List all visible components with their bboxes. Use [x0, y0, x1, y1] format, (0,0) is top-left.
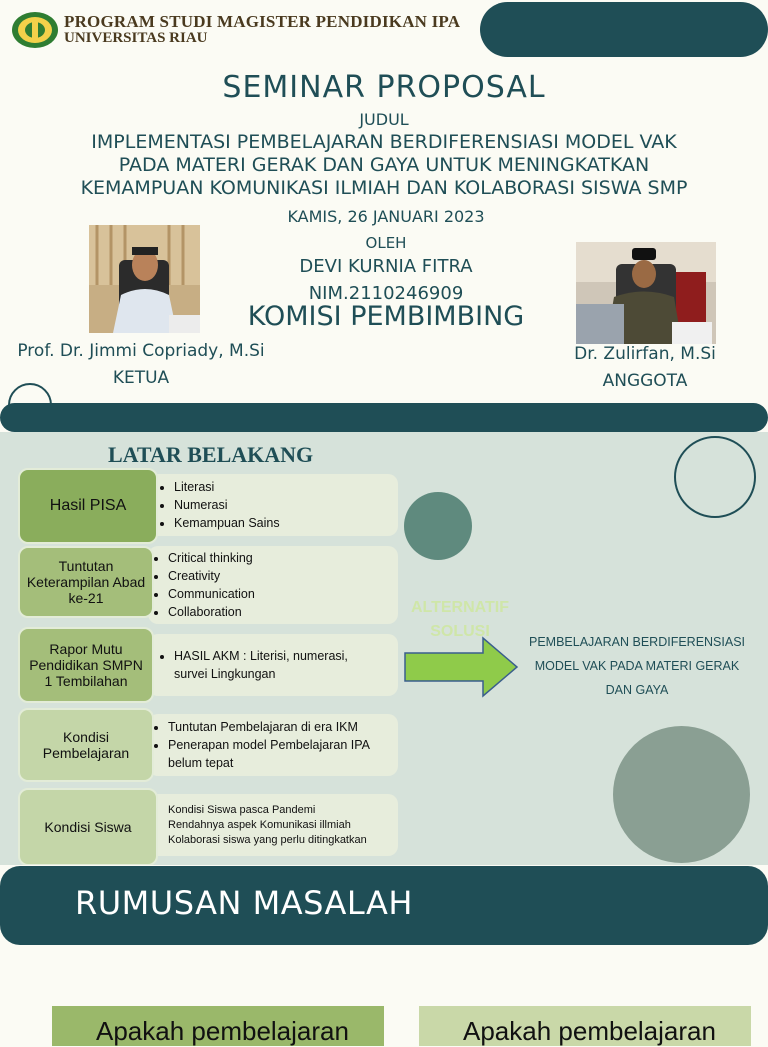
institution-line-1: PROGRAM STUDI MAGISTER PENDIDIKAN IPA — [64, 12, 461, 31]
row-items-box — [148, 714, 398, 776]
institution-line-2: UNIVERSITAS RIAU — [64, 30, 208, 46]
judul-line: PADA MATERI GERAK DAN GAYA UNTUK MENINGKATKAN — [118, 154, 650, 176]
row-items-box — [148, 794, 398, 856]
anggota-photo — [576, 242, 716, 344]
list-item: • Critical thinking — [168, 549, 255, 567]
ketua-name: Prof. Dr. Jimmi Copriady, M.Si — [17, 341, 265, 361]
top-banner-shape — [480, 2, 768, 57]
judul-line: KEMAMPUAN KOMUNIKASI ILMIAH DAN KOLABORASI SISWA SMP — [80, 177, 688, 199]
row-items-box — [148, 634, 398, 696]
list-item: • Penerapan model Pembelajaran IPA belum tepat — [168, 736, 398, 772]
list-item: • Kemampuan Sains — [174, 514, 280, 532]
row-label-box: Kondisi Pembelajaran — [18, 708, 154, 782]
rumusan-title: RUMUSAN MASALAH — [75, 884, 413, 922]
judul-text — [0, 131, 768, 200]
list-item: • Communication — [168, 585, 255, 603]
list-item: • Creativity — [168, 567, 255, 585]
right-arrow-icon — [403, 636, 519, 698]
list-item: • Literasi — [174, 478, 280, 496]
question-text: Apakah pembelajaran — [463, 1016, 716, 1046]
decorative-circle — [404, 492, 472, 560]
row-items-box — [148, 474, 398, 536]
komisi-title: KOMISI PEMBIMBING — [247, 301, 525, 332]
seminar-title: SEMINAR PROPOSAL — [222, 70, 546, 105]
question-box — [52, 1006, 384, 1046]
list-item: • Collaboration — [168, 603, 255, 621]
row-label-box: Kondisi Siswa — [18, 788, 158, 866]
student-nim: NIM.2110246909 — [308, 283, 464, 304]
slide-rumusan-masalah — [0, 865, 768, 1046]
university-logo-icon — [10, 10, 60, 50]
question-text: Apakah pembelajaran — [96, 1016, 349, 1046]
row-items-box — [148, 546, 398, 624]
list-item: • Kolaborasi siswa yang perlu ditingkatkan — [168, 833, 367, 848]
decorative-circle — [613, 726, 750, 863]
anggota-name: Dr. Zulirfan, M.Si — [574, 344, 716, 364]
list-item: • Kondisi Siswa pasca Pandemi — [168, 803, 367, 818]
slide-seminar-proposal — [0, 0, 768, 432]
row-label-box: Rapor Mutu Pendidikan SMPN 1 Tembilahan — [18, 627, 154, 703]
judul-label: JUDUL — [359, 110, 409, 129]
row-label-box: Hasil PISA — [18, 468, 158, 544]
latar-belakang-title: LATAR BELAKANG — [108, 442, 314, 467]
student-name: DEVI KURNIA FITRA — [299, 256, 473, 277]
row-label-box: Tuntutan Keterampilan Abad ke-21 — [18, 546, 154, 618]
bottom-banner-shape — [0, 403, 768, 432]
decorative-ring — [674, 436, 756, 518]
list-item: • Rendahnya aspek Komunikasi illmiah — [168, 818, 367, 833]
solution-line: PEMBELAJARAN BERDIFERENSIASI — [528, 635, 746, 649]
solution-line: MODEL VAK PADA MATERI GERAK — [534, 659, 740, 673]
question-box — [419, 1006, 751, 1046]
list-item: • Tuntutan Pembelajaran di era IKM — [168, 718, 398, 736]
ketua-role: KETUA — [112, 368, 170, 388]
list-item: • HASIL AKM : Literisi, numerasi, survei Lingkungan — [174, 647, 384, 683]
slide-latar-belakang — [0, 432, 768, 865]
seminar-date: KAMIS, 26 JANUARI 2023 — [287, 207, 485, 226]
solution-line: DAN GAYA — [605, 683, 669, 697]
anggota-role: ANGGOTA — [602, 371, 688, 391]
solution-text — [522, 630, 752, 702]
alternatif-label: ALTERNATIF — [410, 599, 510, 616]
list-item: • Numerasi — [174, 496, 280, 514]
oleh-label: OLEH — [365, 234, 407, 252]
solusi-label: SOLUSI — [430, 623, 490, 640]
judul-line: IMPLEMENTASI PEMBELAJARAN BERDIFERENSIASI MODEL VAK — [91, 131, 677, 153]
ketua-photo — [89, 225, 200, 333]
